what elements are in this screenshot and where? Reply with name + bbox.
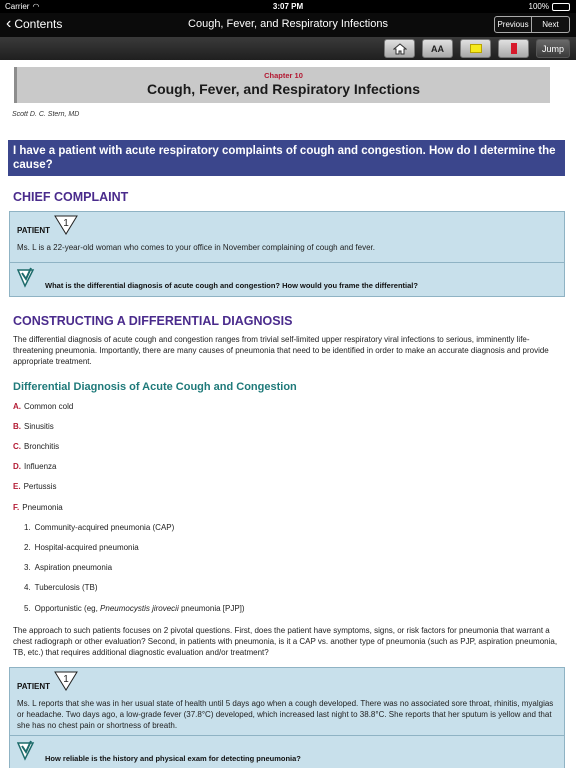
case-question-text: What is the differential diagnosis of acute cough and congestion? How would you frame the differential? — [45, 281, 418, 290]
differential-subheading: Differential Diagnosis of Acute Cough and Congestion — [13, 381, 297, 393]
wifi-icon: ◠ — [32, 2, 40, 11]
highlight-button[interactable] — [460, 39, 491, 58]
sub-list-item: 4. Tuberculosis (TB) — [24, 583, 98, 592]
chapter-content[interactable] — [0, 60, 576, 768]
sub-list-item: 3. Aspiration pneumonia — [24, 563, 113, 572]
toolbar — [0, 37, 576, 60]
differential-heading: CONSTRUCTING A DIFFERENTIAL DIAGNOSIS — [13, 314, 293, 328]
next-button[interactable]: Next — [532, 16, 570, 33]
nav-title: Cough, Fever, and Respiratory Infections — [188, 18, 388, 30]
case-question — [10, 262, 564, 293]
back-to-contents-button[interactable] — [6, 17, 62, 31]
patient-label: PATIENT — [17, 682, 51, 691]
chapter-number: Chapter 10 — [264, 71, 303, 80]
battery-status — [529, 2, 570, 11]
status-bar — [0, 0, 576, 13]
jump-button[interactable]: Jump — [536, 39, 570, 58]
list-item: B. Sinusitis — [13, 422, 54, 431]
step-triangle-icon — [54, 671, 78, 691]
carrier-label: Carrier ◠ — [5, 2, 40, 11]
patient-case-box — [9, 211, 565, 297]
differential-paragraph: The differential diagnosis of acute cough and congestion ranges from trivial self-limited upper respiratory viral infections to serious, imminently life-threatening pneumonia. Importantly, there are many causes of pneumonia that need to be identified in order to make an accurate diagnosis and provide appropriate treatment. — [13, 335, 549, 366]
pager — [494, 16, 570, 33]
list-item: A. Common cold — [13, 402, 74, 411]
list-item: C. Bronchitis — [13, 442, 60, 451]
navigation-bar — [0, 13, 576, 37]
patient-case-text: Ms. L reports that she was in her usual state of health until 5 days ago when a cough developed. There was no associated sore throat, rhinitis, myalgias or headache. Two days ago, a low-grade fever (37.8°C) developed, which increased last night to 38.8°C. She reports that her sputum is yellow and that she has no chest pain or shortness of breath. — [17, 699, 554, 730]
font-size-icon: AA — [431, 43, 444, 54]
highlight-icon — [470, 44, 482, 53]
author: Scott D. C. Stern, MD — [12, 111, 80, 118]
case-question-text: How reliable is the history and physical exam for detecting pneumonia? — [45, 754, 301, 763]
font-size-button[interactable] — [422, 39, 453, 58]
battery-icon — [552, 3, 570, 11]
sub-list-item: 2. Hospital-acquired pneumonia — [24, 543, 139, 552]
lead-question: I have a patient with acute respiratory complaints of cough and congestion. How do I determine the cause? — [8, 140, 565, 176]
step-number: 1 — [63, 218, 69, 229]
patient-case-box — [9, 667, 565, 768]
question-marker-icon — [17, 739, 41, 761]
bookmark-icon — [511, 43, 517, 54]
chapter-title: Cough, Fever, and Respiratory Infections — [146, 81, 421, 97]
battery-percent: 100% — [528, 2, 549, 11]
sub-list-item: 5. Opportunistic (eg, Pneumocystis jirovecii pneumonia [PJP]) — [24, 604, 245, 613]
chevron-left-icon: ‹ — [6, 15, 12, 32]
case-question — [10, 735, 564, 766]
list-item: E. Pertussis — [13, 482, 57, 491]
list-item: F. Pneumonia — [13, 503, 63, 512]
step-number: 1 — [63, 674, 69, 685]
previous-button[interactable]: Previous — [494, 16, 532, 33]
step-triangle-icon — [54, 215, 78, 235]
patient-case-text: Ms. L is a 22-year-old woman who comes to your office in November complaining of cough and fever. — [17, 243, 375, 252]
question-marker-icon — [17, 266, 41, 288]
bookmark-button[interactable] — [498, 39, 529, 58]
approach-paragraph: The approach to such patients focuses on 2 pivotal questions. First, does the patient have symptoms, signs, or risk factors for pneumonia that warrant a chest radiograph or other evaluation? Second, in patients with pneumonia, is it a CAP vs. another type of pneumonia (such as PJP, aspiration pneumonia, TB, etc.) that requires additional diagnostic evaluation and/or treatment? — [13, 626, 558, 657]
sub-list-item: 1. Community-acquired pneumonia (CAP) — [24, 523, 175, 532]
list-item: D. Influenza — [13, 462, 57, 471]
clock: 3:07 PM — [272, 2, 304, 11]
home-icon — [393, 43, 407, 55]
chapter-header — [14, 67, 550, 103]
home-button[interactable] — [384, 39, 415, 58]
back-label: Contents — [14, 17, 63, 31]
chief-complaint-heading: CHIEF COMPLAINT — [13, 190, 129, 204]
patient-label: PATIENT — [17, 226, 51, 235]
